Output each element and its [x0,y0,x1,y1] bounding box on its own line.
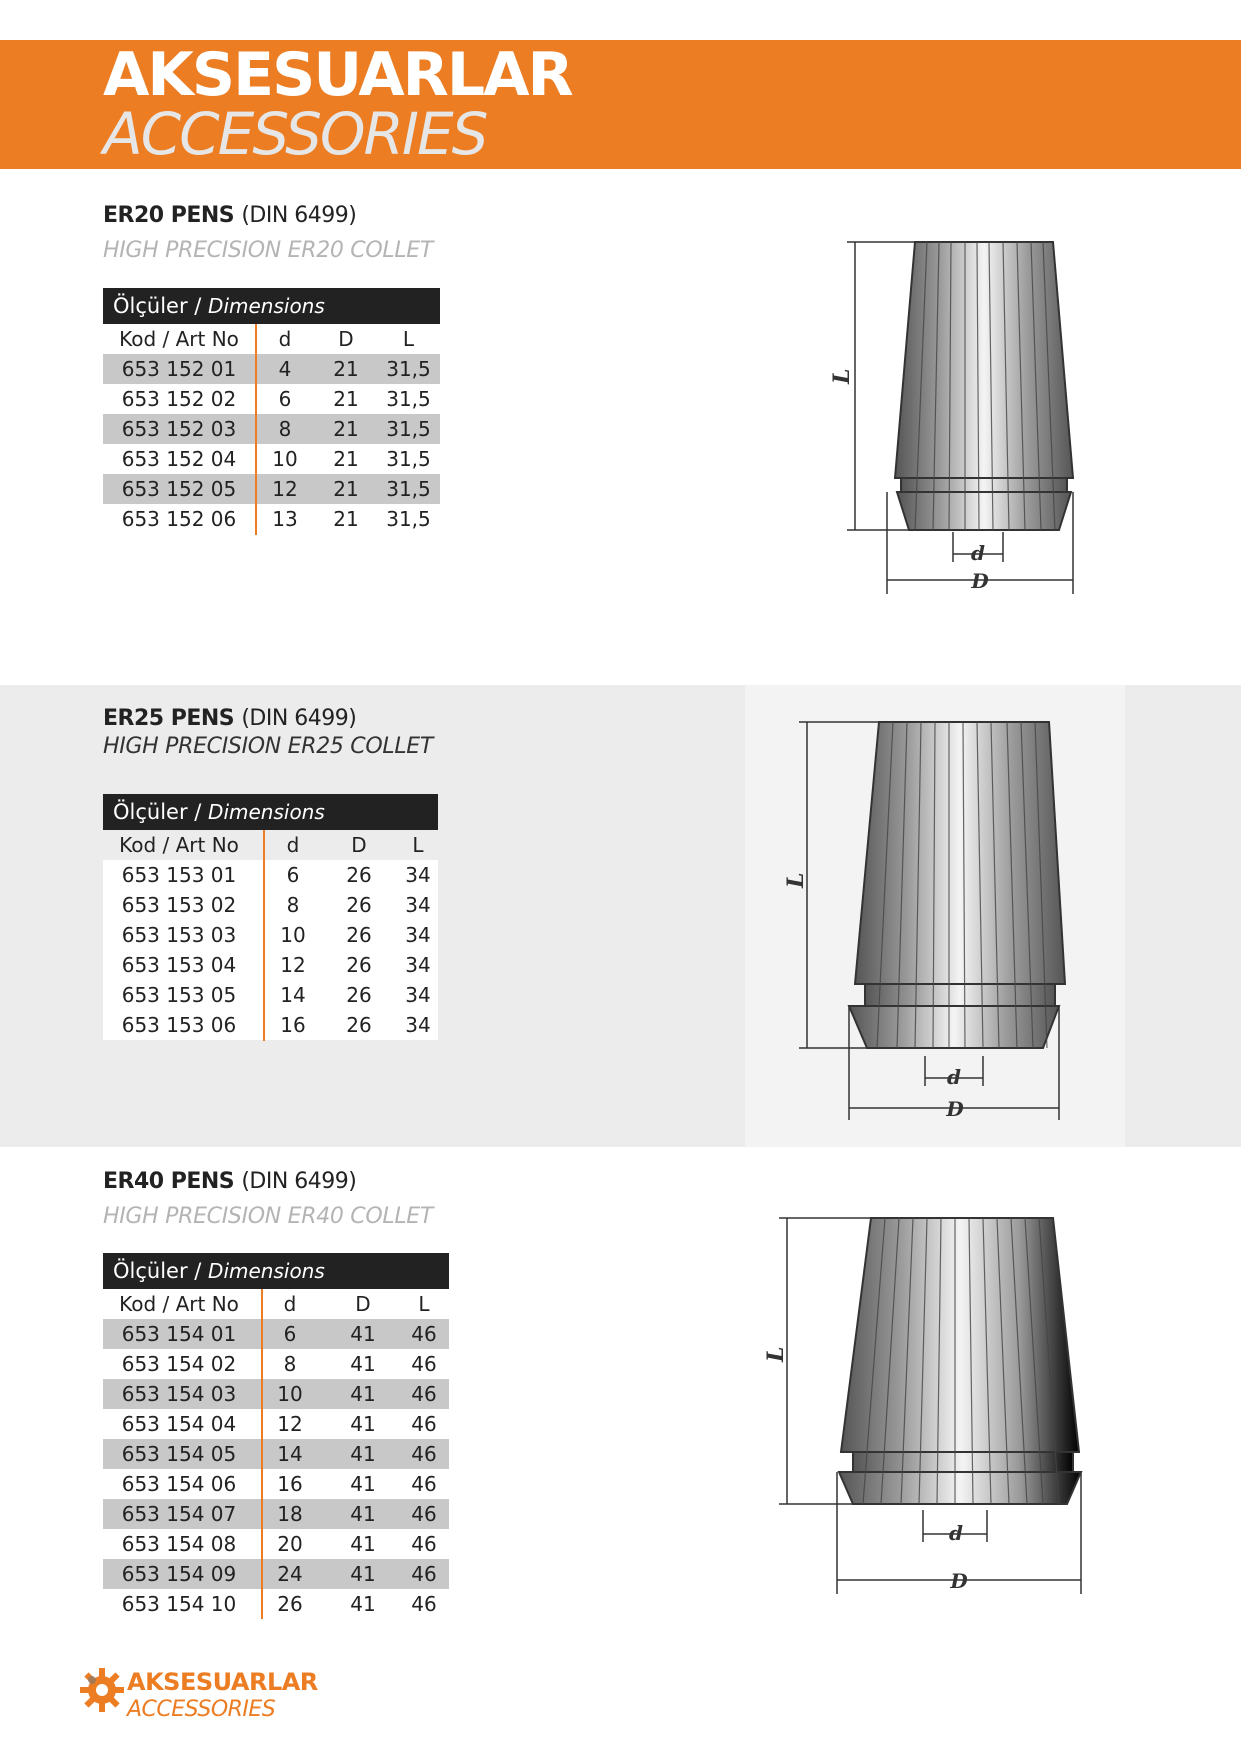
section-title-suffix: (DIN 6499) [241,1169,357,1194]
section-title-er25 [103,706,356,731]
col-header-d: d [286,833,300,857]
column-header-row [103,324,440,354]
cell-outer-diameter: 41 [350,1502,376,1526]
cell-length: 31,5 [386,477,431,501]
cell-code: 653 153 06 [121,1013,237,1037]
cell-code: 653 152 01 [121,357,237,381]
table-row [103,504,440,534]
section-subtitle-er20: HIGH PRECISION ER20 COLLET [103,238,434,263]
table-row [103,414,440,444]
cell-outer-diameter: 26 [346,893,372,917]
table-row [103,1379,449,1409]
cell-code: 653 154 05 [121,1442,237,1466]
cell-code: 653 153 01 [121,863,237,887]
table-row [103,354,440,384]
cell-code: 653 154 03 [121,1382,237,1406]
table-row [103,1559,449,1589]
cell-length: 34 [405,893,431,917]
cell-inner-diameter: 16 [280,1013,306,1037]
cell-inner-diameter: 10 [277,1382,303,1406]
section-title-text: ER20 PENS [103,203,242,228]
column-divider [255,324,257,535]
cell-inner-diameter: 6 [278,387,292,411]
cell-length: 31,5 [386,417,431,441]
cell-code: 653 153 03 [121,923,237,947]
table-header [103,288,440,324]
cell-outer-diameter: 41 [350,1562,376,1586]
cell-outer-diameter: 21 [333,357,359,381]
cell-outer-diameter: 41 [350,1382,376,1406]
footer-subtitle: ACCESSORIES [127,1697,276,1722]
cell-outer-diameter: 26 [346,863,372,887]
table-row [103,1319,449,1349]
cell-length: 31,5 [386,387,431,411]
cell-outer-diameter: 21 [333,477,359,501]
dimension-label-L: L [829,368,855,384]
cell-outer-diameter: 21 [333,417,359,441]
cell-length: 46 [411,1412,437,1436]
cell-length: 31,5 [386,447,431,471]
table-row [103,890,438,920]
dimension-label-L: L [763,1346,789,1362]
cell-outer-diameter: 41 [350,1532,376,1556]
cell-code: 653 153 05 [121,983,237,1007]
cell-inner-diameter: 10 [280,923,306,947]
col-header-L: L [402,327,415,351]
section-title-er20 [103,203,356,228]
cell-inner-diameter: 8 [283,1352,297,1376]
section-subtitle-er25: HIGH PRECISION ER25 COLLET [103,734,434,759]
cell-code: 653 154 06 [121,1472,237,1496]
table-header-label: Ölçüler / [113,294,209,318]
cell-length: 31,5 [386,507,431,531]
cell-inner-diameter: 8 [286,893,300,917]
table-row [103,1010,438,1040]
cell-length: 34 [405,863,431,887]
cell-code: 653 153 02 [121,893,237,917]
cell-outer-diameter: 21 [333,447,359,471]
cell-code: 653 152 03 [121,417,237,441]
collet-body [895,242,1073,530]
col-header-d: d [278,327,292,351]
collet-drawing-er25 [783,712,1065,1126]
cell-inner-diameter: 14 [280,983,306,1007]
table-row [103,860,438,890]
cell-outer-diameter: 26 [346,953,372,977]
cell-code: 653 153 04 [121,953,237,977]
cell-length: 31,5 [386,357,431,381]
table-row [103,980,438,1010]
dimension-label-D: D [971,569,989,593]
cell-length: 34 [405,953,431,977]
collet-drawing-er20 [829,232,1085,600]
cell-length: 34 [405,983,431,1007]
cell-length: 34 [405,923,431,947]
cell-outer-diameter: 26 [346,1013,372,1037]
cell-inner-diameter: 24 [277,1562,303,1586]
dimensions-table-er40 [103,1253,449,1619]
table-row [103,1589,449,1619]
cell-code: 653 152 04 [121,447,237,471]
cell-outer-diameter: 41 [350,1412,376,1436]
cell-outer-diameter: 41 [350,1472,376,1496]
cell-length: 46 [411,1502,437,1526]
cell-code: 653 154 02 [121,1352,237,1376]
cell-inner-diameter: 12 [277,1412,303,1436]
cell-inner-diameter: 12 [280,953,306,977]
dimension-label-D: D [950,1569,968,1593]
cell-inner-diameter: 6 [283,1322,297,1346]
dimension-label-d: d [949,1521,963,1545]
gear-icon [78,1666,126,1714]
col-header-D: D [338,327,354,351]
column-divider [261,1289,263,1619]
footer-title: AKSESUARLAR [127,1668,318,1696]
section-title-suffix: (DIN 6499) [241,203,357,228]
cell-code: 653 152 06 [121,507,237,531]
cell-code: 653 154 07 [121,1502,237,1526]
section-title-er40 [103,1169,356,1194]
cell-length: 46 [411,1592,437,1616]
cell-inner-diameter: 8 [278,417,292,441]
cell-outer-diameter: 26 [346,983,372,1007]
dimension-label-d: d [947,1065,961,1089]
cell-inner-diameter: 12 [272,477,298,501]
col-header-D: D [355,1292,371,1316]
column-header-row [103,830,438,860]
dimensions-table-er25 [103,794,438,1040]
cell-code: 653 152 05 [121,477,237,501]
section-title-suffix: (DIN 6499) [241,706,357,731]
cell-inner-diameter: 18 [277,1502,303,1526]
cell-length: 46 [411,1352,437,1376]
table-row [103,950,438,980]
cell-code: 653 154 01 [121,1322,237,1346]
cell-outer-diameter: 21 [333,387,359,411]
cell-inner-diameter: 6 [286,863,300,887]
table-row [103,384,440,414]
table-row [103,1349,449,1379]
cell-code: 653 154 09 [121,1562,237,1586]
col-header-d: d [283,1292,297,1316]
cell-outer-diameter: 41 [350,1592,376,1616]
cell-inner-diameter: 4 [278,357,292,381]
section-title-text: ER25 PENS [103,706,242,731]
cell-length: 46 [411,1382,437,1406]
section-subtitle-er40: HIGH PRECISION ER40 COLLET [103,1204,434,1229]
column-header-row [103,1289,449,1319]
cell-code: 653 154 08 [121,1532,237,1556]
cell-outer-diameter: 41 [350,1322,376,1346]
cell-length: 46 [411,1532,437,1556]
table-row [103,920,438,950]
table-header [103,794,438,830]
cell-outer-diameter: 26 [346,923,372,947]
cell-code: 653 154 10 [121,1592,237,1616]
cell-inner-diameter: 16 [277,1472,303,1496]
col-header-code: Kod / Art No [119,327,239,351]
page-title: AKSESUARLAR [103,40,572,110]
cell-inner-diameter: 14 [277,1442,303,1466]
cell-length: 34 [405,1013,431,1037]
cell-outer-diameter: 41 [350,1352,376,1376]
cell-length: 46 [411,1562,437,1586]
cell-length: 46 [411,1322,437,1346]
col-header-code: Kod / Art No [119,833,239,857]
dimension-label-d: d [971,541,985,565]
col-header-L: L [418,1292,430,1316]
cell-inner-diameter: 10 [272,447,298,471]
col-header-D: D [351,833,367,857]
table-row [103,1529,449,1559]
collet-drawing-er40 [763,1208,1087,1596]
cell-length: 46 [411,1442,437,1466]
table-header-label-italic: Dimensions [208,1259,325,1283]
cell-inner-diameter: 26 [277,1592,303,1616]
page-subtitle: ACCESSORIES [103,100,487,168]
cell-inner-diameter: 20 [277,1532,303,1556]
table-row [103,1499,449,1529]
table-row [103,1409,449,1439]
col-header-code: Kod / Art No [119,1292,239,1316]
table-header-label: Ölçüler / [113,800,209,824]
cell-inner-diameter: 13 [272,507,298,531]
table-header-label: Ölçüler / [113,1259,209,1283]
cell-outer-diameter: 21 [333,507,359,531]
table-row [103,1439,449,1469]
section-title-text: ER40 PENS [103,1169,242,1194]
column-divider [263,830,265,1041]
table-header [103,1253,449,1289]
dimensions-table-er20 [103,288,440,534]
dimension-label-D: D [946,1097,964,1121]
col-header-L: L [412,833,424,857]
dimension-label-L: L [783,872,809,888]
table-row [103,444,440,474]
cell-length: 46 [411,1472,437,1496]
table-row [103,474,440,504]
cell-code: 653 152 02 [121,387,237,411]
cell-code: 653 154 04 [121,1412,237,1436]
table-row [103,1469,449,1499]
cell-outer-diameter: 41 [350,1442,376,1466]
table-header-label-italic: Dimensions [208,294,325,318]
table-header-label-italic: Dimensions [208,800,325,824]
